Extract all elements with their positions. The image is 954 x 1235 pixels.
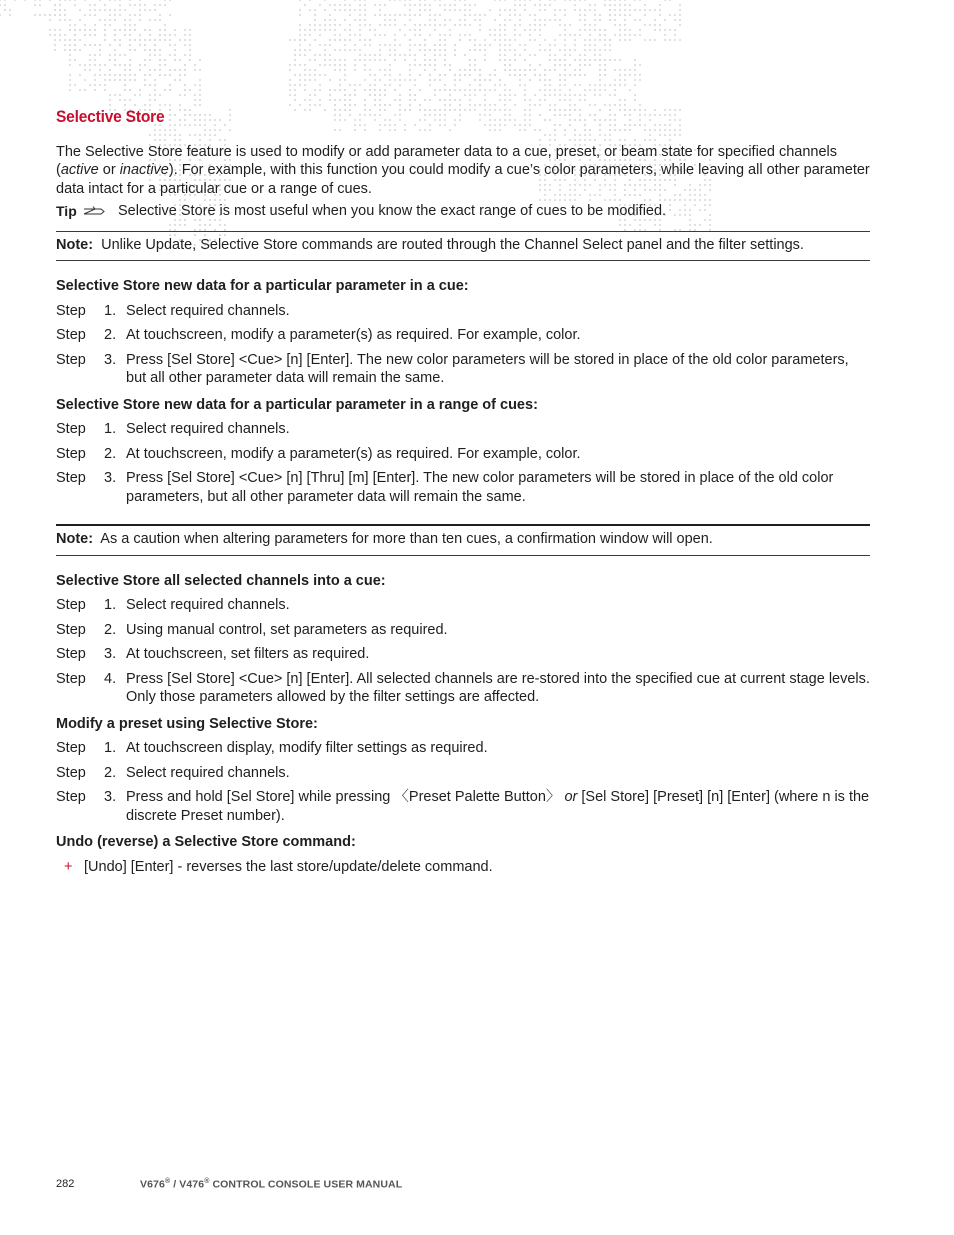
- step-row: Step 2. At touchscreen, modify a parameter(s) as required. For example, color.: [56, 327, 581, 343]
- procedure-all-selected-channels: [56, 572, 870, 707]
- page-number: 282: [56, 1178, 75, 1190]
- step-row: Step 2. Using manual control, set parameters as required.: [56, 621, 448, 638]
- step-row: Step 3. Press [Sel Store] <Cue> [n] [Thru] [m] [Enter]. The new color parameters will be stored in place of the old color parameters, but all other parameter data will remain the same.: [56, 470, 834, 505]
- procedure-heading: Selective Store all selected channels into a cue:: [56, 572, 386, 589]
- step-row: Step 1. Select required channels.: [56, 421, 290, 437]
- note-label: Note:: [56, 236, 94, 253]
- procedure-heading: Selective Store new data for a particular parameter in a range of cues:: [56, 396, 538, 413]
- tip-label: Tip: [56, 203, 77, 219]
- page-title: Selective Store: [56, 108, 165, 126]
- note-text: As a caution when altering parameters for more than ten cues, a confirmation window will open.: [100, 531, 713, 547]
- page-content: [56, 108, 870, 882]
- procedure-heading: Undo (reverse) a Selective Store command:: [56, 834, 356, 850]
- procedure-range-of-cues: [56, 396, 870, 507]
- procedure-single-cue: [56, 277, 870, 388]
- note-box-caution: [56, 524, 870, 556]
- tip-text: Selective Store is most useful when you know the exact range of cues to be modified.: [118, 203, 667, 219]
- tip-hand-icon: [83, 205, 105, 217]
- procedure-heading: Modify a preset using Selective Store:: [56, 715, 318, 732]
- procedure-modify-preset: [56, 715, 870, 826]
- note-text: Unlike Update, Selective Store commands are routed through the Channel Select panel and the filter settings.: [101, 236, 804, 253]
- note-box-routing: [56, 231, 870, 262]
- intro-paragraph: The Selective Store feature is used to modify or add parameter data to a cue, preset, or beam state for specified channels (active or inactive). For example, with this function you could modify a cue’s color parameters, while leaving all other parameter data intact for a particular cue or a range of cues.: [56, 143, 870, 197]
- procedure-undo: [56, 833, 870, 876]
- procedure-heading: Selective Store new data for a particular parameter in a cue:: [56, 278, 469, 294]
- step-row: Step 4. Press [Sel Store] <Cue> [n] [Enter]. All selected channels are re-stored into the specified cue at current stage levels. Only those parameters allowed by the filter settings are affected.: [56, 670, 870, 705]
- step-row: Step 1. Select required channels.: [56, 302, 290, 319]
- manual-title: V676® / V476® CONTROL CONSOLE USER MANUAL: [140, 1178, 403, 1191]
- step-row: Step 2. At touchscreen, modify a parameter(s) as required. For example, color.: [56, 445, 581, 462]
- step-row: Step 3. Press and hold [Sel Store] while pressing 〈Preset Palette Button〉 or [Sel Store] [Preset] [n] [Enter] (where n is the discrete Preset number).: [56, 789, 870, 824]
- tip: [56, 202, 870, 221]
- step-row: Step 1. At touchscreen display, modify filter settings as required.: [56, 740, 488, 756]
- plus-bullet-icon: +: [64, 858, 73, 875]
- step-row: Step 3. Press [Sel Store] <Cue> [n] [Enter]. The new color parameters will be stored in place of the old color parameters, but all other parameter data will remain the same.: [56, 351, 849, 386]
- step-row: Step 2. Select required channels.: [56, 764, 290, 781]
- list-item: + [Undo] [Enter] - reverses the last store/update/delete command.: [56, 858, 870, 877]
- step-row: Step 1. Select required channels.: [56, 597, 290, 613]
- note-label: Note:: [56, 531, 94, 547]
- step-row: Step 3. At touchscreen, set filters as required.: [56, 646, 370, 662]
